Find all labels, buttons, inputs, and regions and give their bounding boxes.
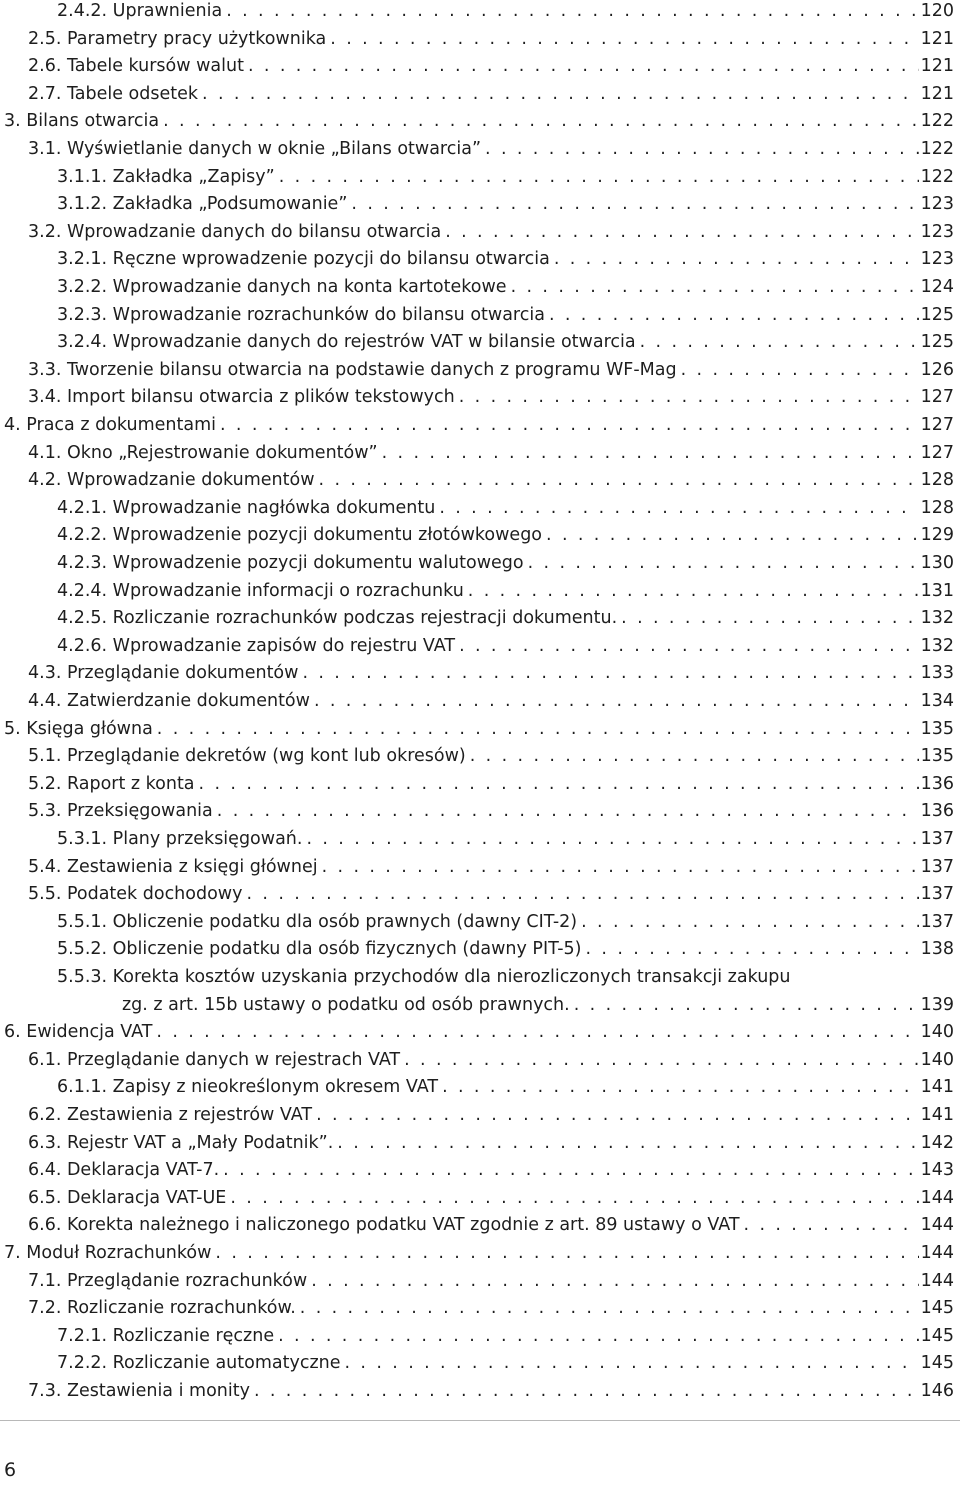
toc-entry[interactable] [0, 52, 954, 80]
toc-page-number: 143 [920, 1160, 954, 1181]
toc-entry[interactable] [0, 1211, 954, 1239]
toc-page-number: 123 [920, 194, 954, 215]
toc-entry-title: 3.2.2. Wprowadzanie danych na konta kartotekowe [57, 277, 507, 297]
toc-page-number: 145 [920, 1325, 954, 1346]
toc-dot-leader [244, 52, 919, 80]
toc-dot-leader [310, 687, 919, 715]
toc-dot-leader [274, 1322, 919, 1350]
toc-entry[interactable] [0, 25, 954, 53]
toc-entry-title: 4.2.2. Wprowadzenie pozycji dokumentu złotówkowego [57, 525, 543, 546]
toc-page-number: 132 [920, 635, 954, 656]
toc-page-number: 128 [920, 497, 954, 518]
toc-entry[interactable] [0, 1294, 954, 1322]
toc-page-number: 144 [920, 1243, 954, 1263]
toc-entry[interactable] [0, 1073, 954, 1101]
toc-page-number: 137 [920, 856, 954, 877]
toc-entry-continuation[interactable] [0, 991, 954, 1019]
toc-dot-leader [307, 1267, 918, 1295]
toc-dot-leader [195, 770, 919, 798]
toc-dot-leader [677, 356, 919, 384]
toc-dot-leader [617, 604, 918, 632]
toc-entry[interactable] [0, 494, 954, 522]
toc-page-number: 146 [920, 1381, 954, 1401]
toc-dot-leader [275, 163, 919, 191]
toc-entry-title: 6.4. Deklaracja VAT-7. [28, 1160, 220, 1181]
toc-entry-title: 3.2.1. Ręczne wprowadzenie pozycji do bilansu otwarcia [57, 249, 550, 270]
toc-entry-title: 5.1. Przeglądanie dekretów (wg kont lub okresów) [28, 746, 466, 767]
toc-page-number: 120 [920, 1, 954, 21]
toc-entry-title: 6.6. Korekta należnego i naliczonego podatku VAT zgodnie z art. 89 ustawy o VAT [28, 1215, 740, 1236]
toc-page-number: 144 [920, 1270, 954, 1291]
toc-entry[interactable] [0, 577, 954, 605]
toc-dot-leader [582, 935, 919, 963]
toc-entry[interactable] [0, 1046, 954, 1074]
toc-entry[interactable] [0, 1322, 954, 1350]
toc-entry-title: 4.2.1. Wprowadzanie nagłówka dokumentu [57, 497, 436, 518]
toc-dot-leader [315, 466, 919, 494]
toc-entry-title: 3.4. Import bilansu otwarcia z plików tekstowych [28, 387, 455, 408]
toc-entry[interactable] [0, 218, 954, 246]
toc-entry[interactable] [0, 935, 954, 963]
toc-page-number: 127 [920, 415, 954, 435]
toc-dot-leader [464, 577, 919, 605]
toc-entry[interactable] [0, 715, 954, 743]
toc-page-number: 135 [920, 746, 954, 767]
toc-entry-title: 4.4. Zatwierdzanie dokumentów [28, 691, 310, 711]
toc-dot-leader [441, 218, 918, 246]
toc-dot-leader [347, 190, 918, 218]
toc-dot-leader [435, 494, 918, 522]
toc-page-number: 136 [920, 801, 954, 822]
toc-page-number: 144 [920, 1187, 954, 1208]
toc-entry-title: 6.5. Deklaracja VAT-UE [28, 1187, 227, 1208]
toc-entry-title: 4.1. Okno „Rejestrowanie dokumentów” [28, 442, 378, 463]
toc-entry[interactable] [0, 1101, 954, 1129]
toc-entry[interactable] [0, 1184, 954, 1212]
toc-dot-leader [524, 549, 919, 577]
toc-dot-leader [152, 1018, 918, 1046]
toc-page-number: 127 [920, 442, 954, 463]
toc-entry[interactable] [0, 604, 954, 632]
toc-entry[interactable] [0, 163, 954, 191]
toc-dot-leader [333, 1129, 918, 1157]
toc-dot-leader [318, 853, 919, 881]
toc-dot-leader [545, 301, 919, 329]
toc-page-number: 122 [920, 166, 954, 187]
toc-dot-leader [341, 1349, 919, 1377]
toc-entry-title: 7.2.1. Rozliczanie ręczne [57, 1325, 275, 1346]
toc-entry[interactable] [0, 1018, 954, 1046]
toc-page-number: 144 [920, 1215, 954, 1236]
toc-page-number: 137 [920, 884, 954, 905]
toc-dot-leader [550, 245, 919, 273]
toc-entry[interactable] [0, 742, 954, 770]
toc-dot-leader [213, 797, 919, 825]
toc-entry[interactable] [0, 1267, 954, 1295]
toc-page-number: 136 [920, 773, 954, 794]
toc-page-number: 130 [920, 553, 954, 573]
toc-entry[interactable] [0, 135, 954, 163]
toc-page-number: 135 [920, 718, 954, 739]
toc-dot-leader [250, 1377, 919, 1405]
toc-page-number: 125 [920, 332, 954, 353]
toc-dot-leader [219, 1156, 918, 1184]
toc-entry-title: 6.1.1. Zapisy z nieokreślonym okresem VAT [57, 1077, 439, 1098]
toc-entry[interactable] [0, 301, 954, 329]
toc-page-number: 122 [920, 139, 954, 159]
toc-dot-leader [542, 521, 919, 549]
toc-entry-title: 5.5.1. Obliczenie podatku dla osób prawnych (dawny CIT-2) [57, 911, 578, 932]
toc-page-number: 137 [920, 829, 954, 849]
toc-entry-title: 3. Bilans otwarcia [4, 111, 160, 132]
toc-entry[interactable] [0, 1239, 954, 1267]
toc-entry[interactable] [0, 245, 954, 273]
toc-page-number: 123 [920, 221, 954, 242]
toc-entry-title: 5. Księga główna [4, 718, 153, 739]
toc-entry-title: 4.2.6. Wprowadzanie zapisów do rejestru VAT [57, 635, 456, 656]
toc-dot-leader [570, 991, 919, 1019]
toc-entry-title: 3.2.3. Wprowadzanie rozrachunków do bilansu otwarcia [57, 304, 545, 325]
toc-entry-title: 4.2.5. Rozliczanie rozrachunków podczas rejestracji dokumentu. [57, 608, 618, 629]
toc-entry-title: 3.1. Wyświetlanie danych w oknie „Bilans otwarcia” [28, 139, 482, 159]
toc-entry[interactable] [0, 687, 954, 715]
footer-divider [0, 1420, 960, 1421]
page-number: 6 [4, 1459, 17, 1481]
toc-dot-leader [298, 659, 918, 687]
toc-entry-title: 4. Praca z dokumentami [4, 415, 216, 435]
toc-dot-leader [636, 328, 919, 356]
toc-dot-leader [481, 135, 919, 163]
toc-entry-title: 5.5. Podatek dochodowy [28, 884, 243, 905]
toc-entry-title: 4.2.3. Wprowadzenie pozycji dokumentu walutowego [57, 553, 524, 573]
toc-entry[interactable] [0, 356, 954, 384]
toc-entry[interactable] [0, 1129, 954, 1157]
toc-page-number: 122 [920, 111, 954, 132]
toc-page-number: 137 [920, 911, 954, 932]
toc-dot-leader [400, 1046, 918, 1074]
toc-entry[interactable] [0, 383, 954, 411]
toc-page-number: 128 [920, 470, 954, 491]
toc-entry-title: 4.2. Wprowadzanie dokumentów [28, 470, 315, 491]
toc-entry-title: 2.7. Tabele odsetek [28, 83, 199, 104]
toc-dot-leader [378, 439, 919, 467]
toc-dot-leader [153, 715, 919, 743]
toc-page-number: 132 [920, 608, 954, 629]
toc-page-number: 126 [920, 359, 954, 380]
toc-entry[interactable] [0, 880, 954, 908]
toc-entry[interactable] [0, 80, 954, 108]
toc-dot-leader [296, 1294, 919, 1322]
toc-entry-title: 7.1. Przeglądanie rozrachunków [28, 1270, 308, 1291]
toc-dot-leader [242, 880, 918, 908]
toc-entry-title: 3.2. Wprowadzanie danych do bilansu otwarcia [28, 221, 442, 242]
toc-entry-title: 3.1.2. Zakładka „Podsumowanie” [57, 194, 348, 215]
toc-entry[interactable] [0, 273, 954, 301]
toc-dot-leader [211, 1239, 918, 1267]
toc-entry[interactable] [0, 1377, 954, 1405]
toc-entry[interactable] [0, 466, 954, 494]
toc-entry[interactable] [0, 825, 954, 853]
toc-page-number: 121 [920, 83, 954, 104]
toc-entry-title: zg. z art. 15b ustawy o podatku od osób prawnych. [122, 994, 570, 1015]
toc-entry[interactable] [0, 328, 954, 356]
toc-entry[interactable] [0, 908, 954, 936]
toc-page-number: 121 [920, 28, 954, 49]
toc-entry[interactable] [0, 632, 954, 660]
toc-dot-leader [455, 632, 919, 660]
toc-dot-leader [222, 0, 918, 25]
toc-entry-title: 5.3.1. Plany przeksięgowań. [57, 829, 303, 849]
toc-dot-leader [507, 273, 919, 301]
toc-page-number: 141 [920, 1077, 954, 1098]
toc-page-number: 138 [920, 939, 954, 960]
toc-dot-leader [466, 742, 919, 770]
toc-entry[interactable] [0, 549, 954, 577]
toc-entry-title: 7. Moduł Rozrachunków [4, 1243, 212, 1263]
toc-page-number: 134 [920, 691, 954, 711]
toc-page-number: 141 [920, 1105, 954, 1125]
toc-page-number: 140 [920, 1022, 954, 1043]
toc-entry-title: 5.4. Zestawienia z księgi głównej [28, 856, 318, 877]
toc-page-number: 124 [920, 277, 954, 297]
toc-entry[interactable] [0, 963, 960, 991]
toc-dot-leader [312, 1101, 919, 1129]
toc-dot-leader [326, 25, 918, 53]
toc-page-number: 145 [920, 1298, 954, 1319]
toc-entry[interactable] [0, 411, 954, 439]
toc-entry-title: 5.3. Przeksięgowania [28, 801, 213, 822]
toc-entry[interactable] [0, 797, 954, 825]
toc-entry-title: 4.3. Przeglądanie dokumentów [28, 663, 299, 684]
toc-page-number: 127 [920, 387, 954, 408]
toc-page-number: 145 [920, 1353, 954, 1374]
toc-entry-title: 4.2.4. Wprowadzanie informacji o rozrachunku [57, 580, 464, 601]
toc-dot-leader [740, 1211, 919, 1239]
toc-entry-title: 6. Ewidencja VAT [4, 1022, 153, 1043]
toc-dot-leader [198, 80, 919, 108]
toc-entry-title: 3.2.4. Wprowadzanie danych do rejestrów VAT w bilansie otwarcia [57, 332, 636, 353]
toc-dot-leader [577, 908, 918, 936]
toc-entry-title: 6.1. Przeglądanie danych w rejestrach VAT [28, 1049, 401, 1070]
toc-dot-leader [455, 383, 919, 411]
toc-entry-title: 7.2. Rozliczanie rozrachunków. [28, 1298, 296, 1319]
toc-dot-leader [216, 411, 919, 439]
toc-page-number: 140 [920, 1049, 954, 1070]
toc-entry-title: 3.1.1. Zakładka „Zapisy” [57, 166, 275, 187]
toc-entry[interactable] [0, 1156, 954, 1184]
toc-entry[interactable] [0, 1349, 954, 1377]
toc-entry-title: 2.5. Parametry pracy użytkownika [28, 28, 327, 49]
toc-dot-leader [159, 107, 918, 135]
toc-entry[interactable] [0, 853, 954, 881]
toc-entry[interactable] [0, 439, 954, 467]
toc-entry-title: 5.5.3. Korekta kosztów uzyskania przychodów dla nierozliczonych transakcji zakupu [57, 967, 791, 987]
toc-page-number: 121 [920, 56, 954, 77]
toc-entry[interactable] [0, 107, 954, 135]
toc-dot-leader [302, 825, 918, 853]
toc-entry[interactable] [0, 659, 954, 687]
toc-page-number: 139 [920, 994, 954, 1015]
toc-dot-leader [438, 1073, 919, 1101]
toc-entry-title: 6.2. Zestawienia z rejestrów VAT [28, 1105, 313, 1125]
toc-entry[interactable] [0, 770, 954, 798]
toc-entry-title: 7.2.2. Rozliczanie automatyczne [57, 1353, 341, 1374]
toc-dot-leader [226, 1184, 918, 1212]
toc-entry-title: 2.6. Tabele kursów walut [28, 56, 244, 77]
toc-entry[interactable] [0, 190, 954, 218]
toc-entry-title: 6.3. Rejestr VAT a „Mały Podatnik”. [28, 1132, 334, 1153]
toc-page-number: 129 [920, 525, 954, 546]
toc-page-number: 142 [920, 1132, 954, 1153]
toc-page-number: 123 [920, 249, 954, 270]
toc-page-number: 133 [920, 663, 954, 684]
toc-entry-title: 5.5.2. Obliczenie podatku dla osób fizycznych (dawny PIT-5) [57, 939, 582, 960]
toc-entry-title: 5.2. Raport z konta [28, 773, 195, 794]
toc-page-number: 125 [920, 304, 954, 325]
toc-entry-title: 7.3. Zestawienia i monity [28, 1381, 250, 1401]
toc-entry-title: 3.3. Tworzenie bilansu otwarcia na podstawie danych z programu WF-Mag [28, 359, 677, 380]
toc-entry[interactable] [0, 0, 954, 25]
toc-entry[interactable] [0, 521, 954, 549]
toc-entry-title: 2.4.2. Uprawnienia [57, 1, 223, 21]
toc-page-number: 131 [920, 580, 954, 601]
